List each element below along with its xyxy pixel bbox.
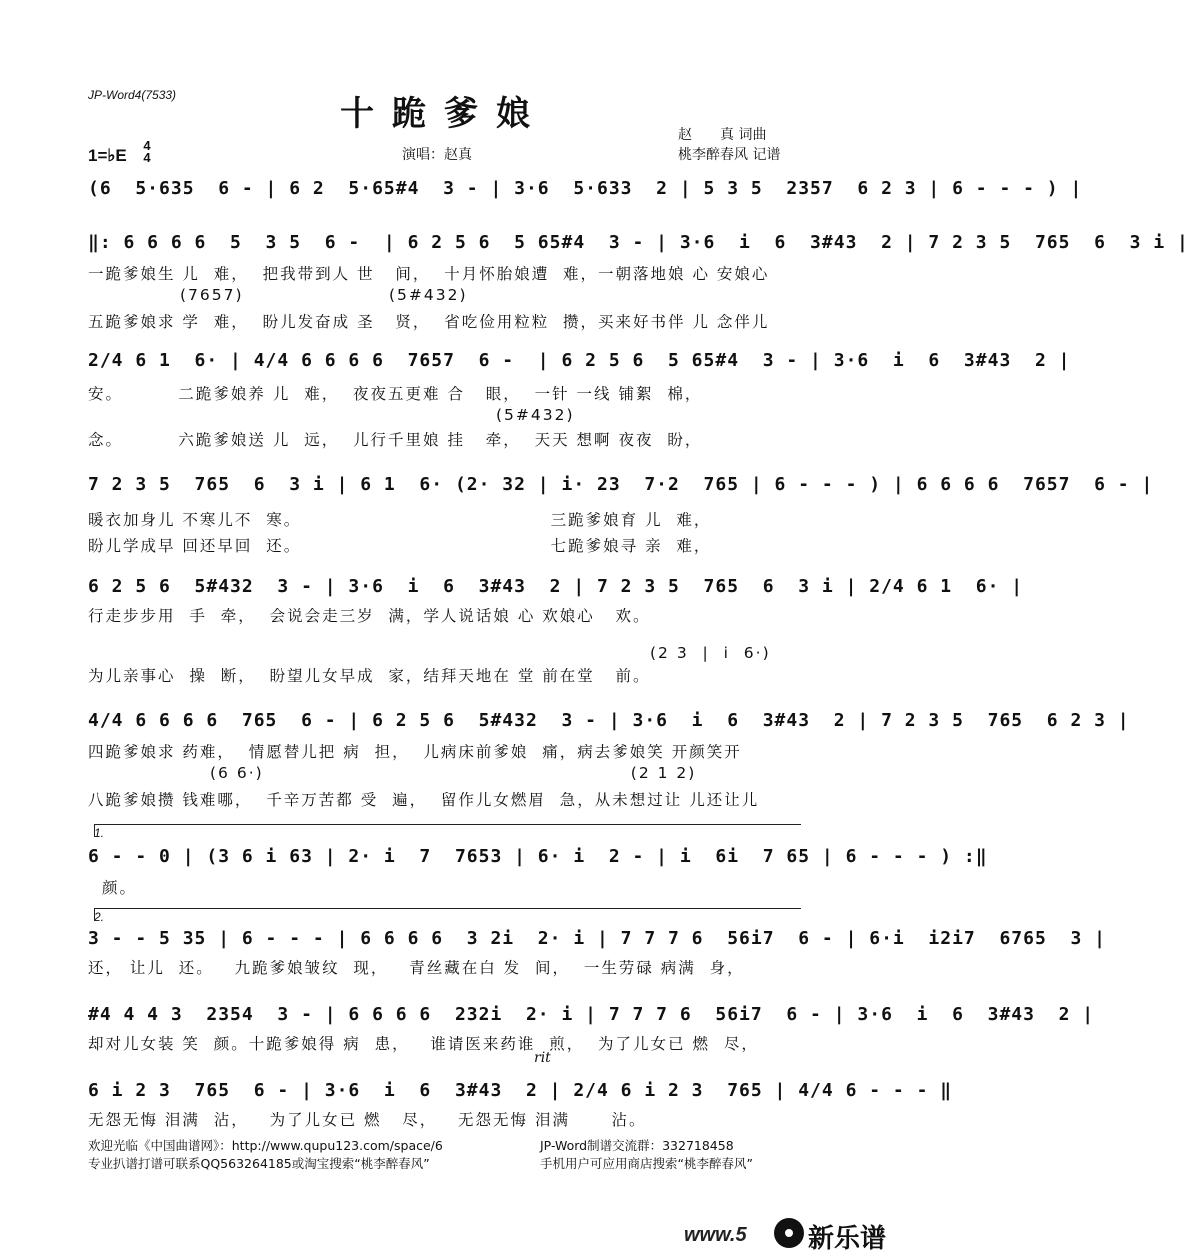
lyrics-line: 无怨无悔 泪满 沾， 为了儿女已 燃 尽， 无怨无悔 泪满 沾。 bbox=[88, 1111, 647, 1129]
time-signature: 4 4 bbox=[143, 138, 151, 165]
lyrics-line: (6 6·) (2 1 2) bbox=[210, 764, 697, 782]
notation-line: 2/4 6 1 6· | 4/4 6 6 6 6 7657 6 - | 6 2 5 6 5 65#4 3 - | 3·6 i 6 3#43 2 | bbox=[88, 350, 1071, 371]
footer-website: 欢迎光临《中国曲谱网》：http://www.qupu123.com/space/6 bbox=[88, 1138, 443, 1153]
author-credit: 赵 真 词曲 bbox=[678, 127, 767, 143]
notation-line: 3 - - 5 35 | 6 - - - | 6 6 6 6 3 2i 2· i | 7 7 7 6 56i7 6 - | 6·i i2i7 6765 3 | bbox=[88, 928, 1106, 949]
lyrics-line: 为儿亲事心 操 断， 盼望儿女早成 家，结拜天地在 堂 前在堂 前。 bbox=[88, 667, 651, 685]
notation-line: 7 2 3 5 765 6 3 i | 6 1 6· (2· 32 | i· 23 7·2 765 | 6 - - - ) | 6 6 6 6 7657 6 - | bbox=[88, 474, 1154, 495]
lyrics-line: 盼儿学成早 回还早回 还。 七跪爹娘寻 亲 难， bbox=[88, 537, 712, 555]
lyrics-line: (2 3 | i 6·) bbox=[650, 644, 771, 662]
lyrics-line: 安。 二跪爹娘养 儿 难， 夜夜五更难 合 眼， 一针 一线 铺絮 棉， bbox=[88, 385, 703, 403]
lyrics-line: 颜。 bbox=[102, 879, 138, 897]
notation-line: 6 2 5 6 5#432 3 - | 3·6 i 6 3#43 2 | 7 2 3 5 765 6 3 i | 2/4 6 1 6· | bbox=[88, 576, 1024, 597]
score-marking: 2. bbox=[94, 910, 105, 924]
software-label: JP-Word4(7533) bbox=[88, 88, 177, 102]
lyrics-line: 行走步步用 手 牵， 会说会走三岁 满，学人说话娘 心 欢娘心 欢。 bbox=[88, 607, 651, 625]
logo-url: www.5 bbox=[684, 1224, 747, 1246]
record-icon bbox=[774, 1218, 804, 1248]
song-title: 十跪爹娘 bbox=[340, 94, 548, 134]
singer-credit: 演唱：赵真 bbox=[402, 147, 472, 163]
lyrics-line: 暖衣加身儿 不寒儿不 寒。 三跪爹娘育 儿 难， bbox=[88, 511, 712, 529]
lyrics-line: 却对儿女装 笑 颜。十跪爹娘得 病 患， 谁请医来药谁 煎， 为了儿女已 燃 尽， bbox=[88, 1035, 759, 1053]
lyrics-line: 四跪爹娘求 药难， 情愿替儿把 病 担， 儿病床前爹娘 痛，病去爹娘笑 开颜笑开 bbox=[88, 743, 742, 761]
notation-line: 4/4 6 6 6 6 765 6 - | 6 2 5 6 5#432 3 - | 3·6 i 6 3#43 2 | 7 2 3 5 765 6 2 3 | bbox=[88, 710, 1130, 731]
volta-1-bracket bbox=[94, 824, 801, 837]
lyrics-line: (7657) (5#432) bbox=[180, 286, 468, 304]
notation-line: 6 - - 0 | (3 6 i 63 | 2· i 7 7653 | 6· i 2 - | i 6i 7 65 | 6 - - - ) :‖ bbox=[88, 846, 988, 867]
lyrics-line: 五跪爹娘求 学 难， 盼儿发奋成 圣 贤， 省吃俭用粒粒 攒，买来好书伴 儿 念伴儿 bbox=[88, 313, 770, 331]
lyrics-line: 一跪爹娘生 儿 难， 把我带到人 世 间， 十月怀胎娘遭 难，一朝落地娘 心 安娘心 bbox=[88, 265, 770, 283]
lyrics-line: 念。 六跪爹娘送 儿 远， 儿行千里娘 挂 牵， 天天 想啊 夜夜 盼， bbox=[88, 431, 703, 449]
transcriber-credit: 桃李醉春风 记谱 bbox=[678, 147, 781, 163]
footer-group: JP-Word制谱交流群：332718458 bbox=[540, 1138, 734, 1153]
lyrics-line: 还， 让儿 还。 九跪爹娘皱纹 现， 青丝藏在白 发 间， 一生劳碌 病满 身， bbox=[88, 959, 745, 977]
footer-app: 手机用户可应用商店搜索“桃李醉春风” bbox=[540, 1156, 753, 1171]
logo-brand: 新乐谱 bbox=[808, 1224, 887, 1254]
volta-2-bracket bbox=[94, 908, 801, 921]
notation-line: 6 i 2 3 765 6 - | 3·6 i 6 3#43 2 | 2/4 6 i 2 3 765 | 4/4 6 - - - ‖ bbox=[88, 1080, 953, 1101]
notation-line: ‖: 6 6 6 6 5 3 5 6 - | 6 2 5 6 5 65#4 3 - | 3·6 i 6 3#43 2 | 7 2 3 5 765 6 3 i | bbox=[88, 232, 1189, 253]
site-logo bbox=[684, 1212, 888, 1256]
footer-contact: 专业扒谱打谱可联系QQ563264185或淘宝搜索“桃李醉春风” bbox=[88, 1156, 430, 1171]
lyrics-line: 八跪爹娘攒 钱难哪， 千辛万苦都 受 遍， 留作儿女燃眉 急，从未想过让 儿还让儿 bbox=[88, 791, 760, 809]
key-signature: 1=♭E bbox=[88, 146, 127, 165]
notation-line: #4 4 4 3 2354 3 - | 6 6 6 6 232i 2· i | 7 7 7 6 56i7 6 - | 3·6 i 6 3#43 2 | bbox=[88, 1004, 1095, 1025]
score-marking: 1. bbox=[94, 826, 105, 840]
score-marking: rit bbox=[534, 1050, 551, 1066]
lyrics-line: (5#432) bbox=[496, 406, 575, 424]
notation-line: (6 5·635 6 - | 6 2 5·65#4 3 - | 3·6 5·633 2 | 5 3 5 2357 6 2 3 | 6 - - - ) | bbox=[88, 178, 1083, 199]
